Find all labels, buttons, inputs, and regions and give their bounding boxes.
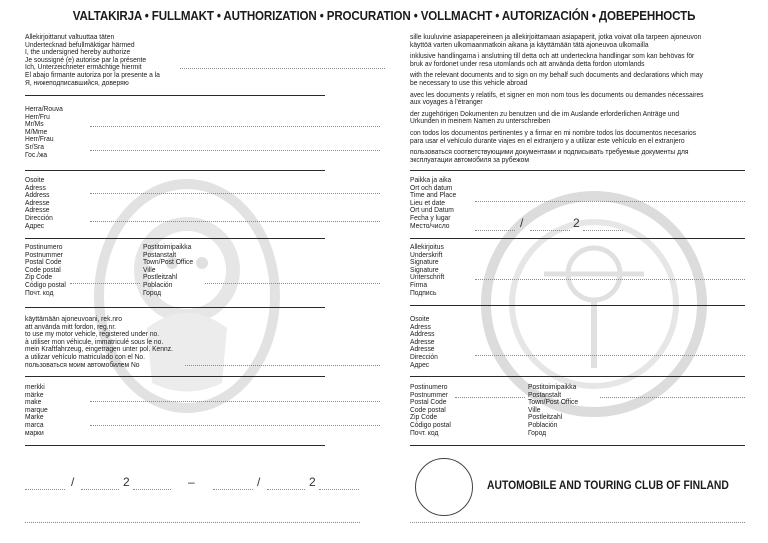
date-day-field[interactable]	[475, 230, 515, 231]
address-field-line[interactable]	[90, 193, 380, 194]
divider	[25, 376, 325, 377]
range-dash: –	[188, 475, 195, 489]
signer-town-field-line[interactable]	[600, 397, 745, 398]
start-year-field[interactable]	[133, 489, 171, 490]
signer-postal-labels: Postinumero Postnummer Postal Code Code postal Zip Code Código postal Почт. код Postitoimipaikka Postanstalt Town/Post Office Ville Postleitzahl Población Город	[410, 382, 579, 437]
signer-address-field-line[interactable]	[475, 355, 745, 356]
end-month-field[interactable]	[267, 489, 305, 490]
make-labels: merkki märke make marque Marke marca марки	[25, 382, 48, 437]
end-slash: /	[257, 475, 261, 489]
end-year-prefix: 2	[309, 475, 316, 489]
date-slash: /	[520, 216, 524, 230]
purpose-text: sille kuuluvine asiapapereineen ja allekirjoittamaan asiapaperit, jotka voivat olla tarpeen ajoneuvon käyttöä varten ulkomaanmatkoin aikana ja käyttämään tätä ajoneuvoa ulkomailla inklusive handlingarna i anslutning till detta och att underteckna handlingar som kan behövas för bruk av fordonet under resa utomlands och att använda detta fordon utomlands with the relevant documents and to sign on my behalf such documents and declarations which may be necessary to use this vehicle abroad avec les documents y relatifs, et signer en mon nom tous les documents ou demandes nécessaires aux voyages à l'étranger der zugehörigen Dokumenten zu benutzen und die im Auslande erforderlichen Anträge und Urkunden in meinem Namen zu unterschreiben con todos los documentos pertinentes y a firmar en mi nombre todos los documentos necesarios para usar el vehículo durante viajes en el extranjero y a utilizar este vehículo en el extranjero пользоваться соответствующими документами и подписывать требуемые документы для эксплуатации автомобиля за рубежом	[410, 32, 704, 164]
postal-labels: Postinumero Postnummer Postal Code Code postal Zip Code Código postal Почт. код Postitoimipaikka Postanstalt Town/Post Office Ville Postleitzahl Población Город	[25, 242, 194, 297]
end-year-field[interactable]	[319, 489, 359, 490]
address-field-line-2[interactable]	[90, 221, 380, 222]
name-field-line-2[interactable]	[90, 150, 380, 151]
date-month-field[interactable]	[530, 230, 570, 231]
signer-postal-code-field-line[interactable]	[455, 397, 525, 398]
signature-labels: Allekirjoitus Underskrift Signature Signature Unterschrift Firma Подпись	[410, 242, 445, 297]
registration-field-line[interactable]	[185, 365, 380, 366]
signature-field-line[interactable]	[475, 279, 745, 280]
make-field-line[interactable]	[90, 401, 380, 402]
place-date-labels: Paikka ja aika Ort och datum Time and Place Lieu et date Ort und Datum Fecha y lugar Место/число	[410, 175, 457, 230]
stamp-circle	[415, 458, 473, 516]
bottom-line	[25, 522, 360, 523]
make-field-line-2[interactable]	[90, 425, 380, 426]
authorizer-labels: Allekirjoittanut valtuuttaa täten Undertecknad befullmäktigar härmed I, the undersigned hereby authorize Je soussigné (e) autorise par la présente Ich, Unterzeichneter ermächtige hiermit El abajo firmante autoriza por la presente a la Я, нижеподписавшийся, доверяю	[25, 32, 160, 87]
start-year-prefix: 2	[123, 475, 130, 489]
address-labels: Osoite Adress Address Adresse Adresse Dirección Адрес	[25, 175, 53, 230]
divider	[25, 238, 325, 239]
divider	[25, 95, 325, 96]
name-field-line[interactable]	[90, 126, 380, 127]
divider	[410, 170, 745, 171]
signer-address-labels: Osoite Adress Address Adresse Adresse Dirección Адрес	[410, 314, 438, 369]
start-day-field[interactable]	[25, 489, 65, 490]
authorizer-field-line[interactable]	[180, 68, 385, 69]
start-month-field[interactable]	[81, 489, 119, 490]
divider	[25, 170, 325, 171]
divider	[410, 376, 745, 377]
divider	[25, 307, 325, 308]
vehicle-labels: käyttämään ajoneuvoani, rek.nro att använda mitt fordon, reg.nr. to use my motor vehicle, registered under no. à utiliser mon véhicule, immatriculé sous le no. mein Kraftfahrzeug, eingetragen unter pol. Kennz. a utilizar vehículo matriculado con el No. пользоваться моим автомобилем No	[25, 314, 173, 369]
end-day-field[interactable]	[213, 489, 253, 490]
place-field-line[interactable]	[475, 201, 745, 202]
document-title: VALTAKIRJA • FULLMAKT • AUTHORIZATION • PROCURATION • VOLLMACHT • AUTORIZACIÓN • ДОВЕРЕННОСТЬ	[72, 9, 696, 23]
town-field-line[interactable]	[205, 283, 380, 284]
divider	[410, 305, 745, 306]
start-slash: /	[71, 475, 75, 489]
bottom-line	[410, 522, 745, 523]
name-labels: Herra/Rouva Herr/Fru Mr/Ms M/Mme Herr/Frau Sr/Sra Гос./жа	[25, 104, 63, 159]
divider	[410, 445, 745, 446]
divider	[410, 238, 745, 239]
divider	[25, 445, 325, 446]
date-year-field[interactable]	[583, 230, 623, 231]
postal-code-field-line[interactable]	[70, 283, 140, 284]
organization-name: AUTOMOBILE AND TOURING CLUB OF FINLAND	[487, 480, 729, 492]
date-year-prefix: 2	[573, 216, 580, 230]
